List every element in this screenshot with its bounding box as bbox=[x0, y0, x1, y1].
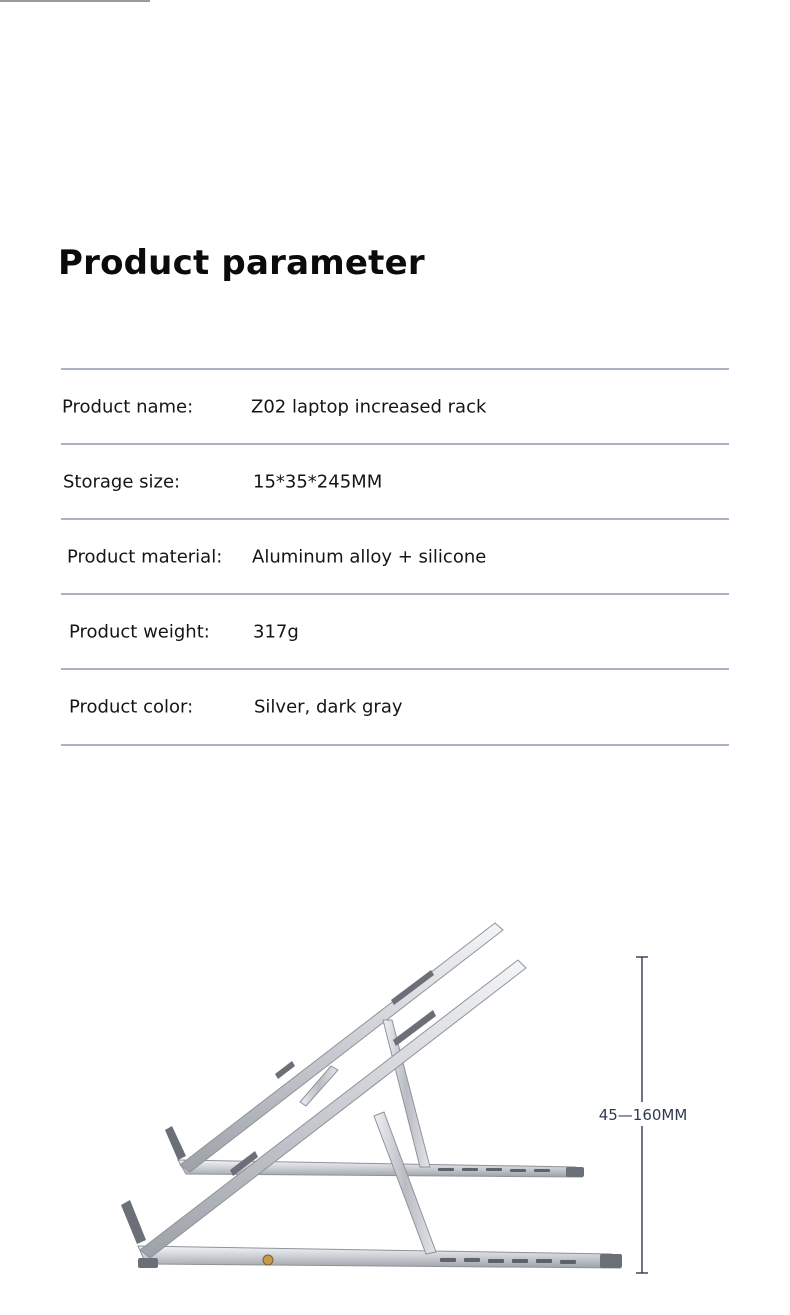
page-title: Product parameter bbox=[58, 243, 425, 283]
parameter-row-color bbox=[61, 670, 729, 744]
rear-stand bbox=[165, 923, 584, 1177]
parameter-row-storage-size bbox=[61, 445, 729, 518]
front-stand bbox=[121, 960, 622, 1268]
parameter-label: Product color: bbox=[69, 696, 194, 718]
parameter-value: Silver, dark gray bbox=[254, 696, 403, 718]
parameter-row-weight bbox=[61, 595, 729, 668]
parameter-value: 317g bbox=[253, 621, 299, 642]
silicone-foot bbox=[138, 1258, 158, 1268]
parameter-value: Aluminum alloy + silicone bbox=[252, 546, 487, 567]
parameter-row-name bbox=[61, 370, 729, 443]
silicone-foot bbox=[566, 1167, 584, 1177]
height-range-label: 45—160MM bbox=[598, 1106, 688, 1124]
laptop-stand-illustration bbox=[0, 880, 790, 1315]
height-dimension bbox=[597, 957, 689, 1273]
base-vents bbox=[438, 1168, 576, 1264]
parameter-value: 15*35*245MM bbox=[253, 471, 383, 492]
parameter-row-material bbox=[61, 520, 729, 593]
parameter-label: Product name: bbox=[62, 396, 194, 417]
parameter-value: Z02 laptop increased rack bbox=[251, 396, 487, 417]
top-divider bbox=[0, 0, 150, 2]
hinge-screw bbox=[263, 1255, 273, 1265]
table-divider bbox=[61, 744, 729, 746]
parameter-label: Product weight: bbox=[69, 621, 210, 642]
parameter-table bbox=[61, 368, 729, 746]
silicone-foot bbox=[600, 1254, 622, 1268]
parameter-label: Product material: bbox=[67, 546, 223, 567]
parameter-label: Storage size: bbox=[63, 471, 181, 492]
